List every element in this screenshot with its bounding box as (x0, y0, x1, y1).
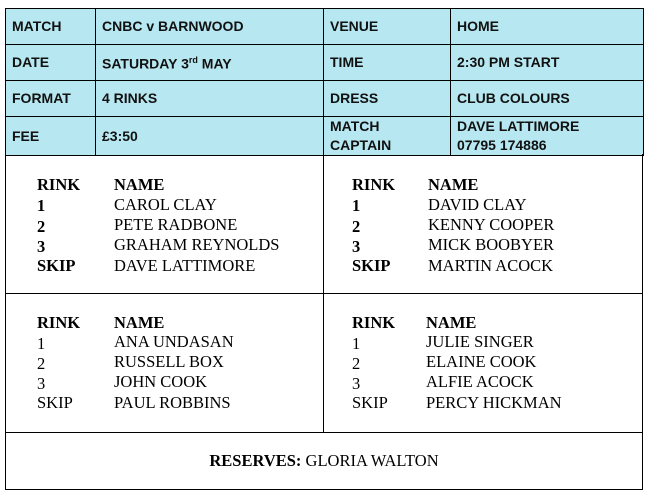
time-label: TIME (324, 45, 451, 81)
dress-label: DRESS (324, 81, 451, 117)
position-skip: SKIP (352, 393, 388, 412)
rink-header: RINK (352, 175, 396, 194)
position-3: 3 (352, 237, 361, 256)
player-name: JULIE SINGER (426, 332, 534, 351)
position-3: 3 (37, 374, 46, 393)
captain-label (324, 117, 451, 156)
player-name: MARTIN ACOCK (428, 256, 554, 275)
date-value-month: MAY (197, 55, 232, 72)
fee-row (6, 117, 644, 156)
name-header: NAME (114, 313, 165, 332)
format-row (6, 81, 644, 117)
position-2: 2 (37, 354, 46, 373)
rink-header: RINK (37, 175, 81, 194)
match-row (6, 9, 644, 45)
dress-value: CLUB COLOURS (451, 81, 644, 117)
captain-label-line2: CAPTAIN (330, 137, 392, 153)
position-skip: SKIP (352, 256, 391, 275)
player-name: RUSSELL BOX (114, 352, 224, 371)
fee-value: £3:50 (96, 117, 324, 156)
date-value-suffix: rd (188, 55, 198, 66)
position-skip: SKIP (37, 393, 73, 412)
player-name: JOHN COOK (114, 372, 208, 391)
venue-label: VENUE (324, 9, 451, 45)
reserves-row (6, 433, 642, 488)
format-label: FORMAT (6, 81, 96, 117)
time-value: 2:30 PM START (451, 45, 644, 81)
rink-block-3 (6, 294, 324, 433)
rink-block-2 (324, 154, 642, 294)
position-1: 1 (352, 196, 361, 215)
position-3: 3 (37, 237, 46, 256)
venue-value: HOME (451, 9, 644, 45)
rink-header: RINK (37, 313, 81, 332)
match-info-table (5, 8, 644, 156)
position-2: 2 (37, 217, 46, 236)
name-header: NAME (426, 313, 477, 332)
reserves-label: RESERVES: (209, 451, 302, 470)
match-label: MATCH (6, 9, 96, 45)
player-name: ANA UNDASAN (114, 332, 234, 351)
player-name: PAUL ROBBINS (114, 393, 231, 412)
name-header: NAME (428, 175, 479, 194)
player-name: PERCY HICKMAN (426, 393, 562, 412)
captain-value (451, 117, 644, 156)
format-value: 4 RINKS (96, 81, 324, 117)
player-name: CAROL CLAY (114, 195, 217, 214)
position-1: 1 (352, 334, 361, 353)
position-1: 1 (37, 196, 46, 215)
player-name: ELAINE COOK (426, 352, 537, 371)
player-name: DAVID CLAY (428, 195, 527, 214)
position-skip: SKIP (37, 256, 76, 275)
position-1: 1 (37, 334, 46, 353)
position-2: 2 (352, 217, 361, 236)
name-header: NAME (114, 175, 165, 194)
rink-header: RINK (352, 313, 396, 332)
rink-block-1 (6, 154, 324, 294)
player-name: PETE RADBONE (114, 215, 238, 234)
rinks-section (5, 154, 643, 490)
captain-name: DAVE LATTIMORE (457, 118, 580, 134)
position-2: 2 (352, 354, 361, 373)
team-sheet (5, 8, 643, 490)
captain-label-line1: MATCH (330, 118, 380, 134)
reserves-names: GLORIA WALTON (305, 451, 439, 470)
fee-label: FEE (6, 117, 96, 156)
date-value (96, 45, 324, 81)
player-name: GRAHAM REYNOLDS (114, 235, 280, 254)
player-name: DAVE LATTIMORE (114, 256, 256, 275)
rink-block-4 (324, 294, 642, 433)
date-row (6, 45, 644, 81)
date-value-day: SATURDAY 3 (102, 55, 189, 72)
date-label: DATE (6, 45, 96, 81)
captain-phone: 07795 174886 (457, 137, 547, 153)
position-3: 3 (352, 374, 361, 393)
player-name: KENNY COOPER (428, 215, 555, 234)
player-name: MICK BOOBYER (428, 235, 555, 254)
match-value: CNBC v BARNWOOD (96, 9, 324, 45)
player-name: ALFIE ACOCK (426, 372, 534, 391)
